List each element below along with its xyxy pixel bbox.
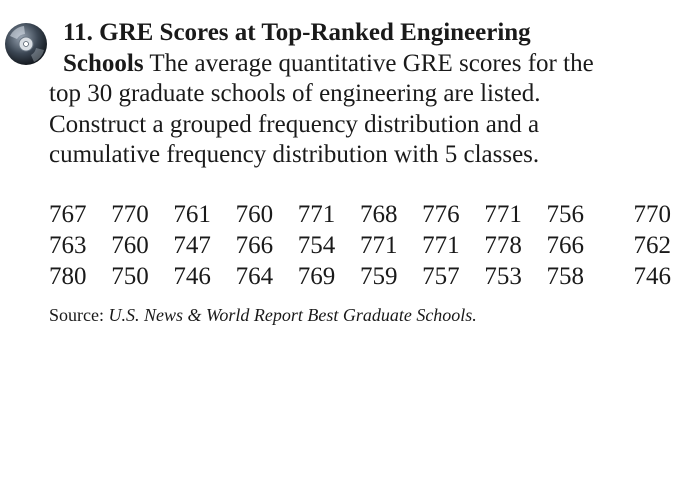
score-cell: 747 [173,232,211,259]
score-cell: 771 [422,232,460,259]
score-cell: 763 [49,232,87,259]
problem-statement [49,18,689,171]
problem-text-line2: The average quantitative GRE scores for the [149,49,594,77]
score-cell: 761 [173,201,211,228]
table-row [49,199,671,230]
score-cell: 756 [546,201,584,228]
problem-line-2 [49,49,689,80]
score-cell: 769 [297,263,336,290]
score-cell: 770 [111,201,149,228]
score-cell: 762 [633,232,671,259]
score-cell: 750 [111,263,149,290]
gre-score-table [49,199,671,292]
cd-disc-icon [4,22,48,66]
score-cell: 770 [633,201,671,228]
problem-text-line5: cumulative frequency distribution with 5 classes. [49,141,540,168]
score-cell: 746 [173,263,211,290]
problem-title-line1: GRE Scores at Top-Ranked Engineering [99,19,531,46]
problem-text-line3: top 30 graduate schools of engineering are listed. [49,80,541,107]
score-cell: 771 [484,201,522,228]
score-cell: 766 [235,232,274,259]
score-cell: 776 [422,201,460,228]
score-cell: 771 [359,232,398,259]
score-cell: 758 [546,263,584,290]
score-cell: 754 [297,232,336,259]
score-cell: 746 [633,263,671,290]
score-cell: 778 [484,232,522,259]
score-cell: 767 [49,201,87,228]
score-cell: 757 [422,263,460,290]
score-cell: 780 [49,263,87,290]
problem-number: 11. [63,19,93,46]
table-row [49,230,671,261]
problem-title-line2: Schools [63,49,144,77]
score-cell: 760 [111,232,149,259]
score-cell: 753 [484,263,522,290]
source-title: U.S. News & World Report Best Graduate Schools. [108,305,477,325]
score-cell: 764 [235,263,274,290]
source-citation [49,305,477,326]
problem-text-line4: Construct a grouped frequency distribution and a [49,110,540,138]
score-cell: 759 [359,263,398,290]
score-cell: 768 [359,201,398,228]
score-cell: 760 [235,201,274,228]
score-cell: 771 [297,201,336,228]
source-label: Source: [49,305,104,325]
score-cell: 766 [546,232,584,259]
table-row [49,261,671,292]
problem-heading-line [49,18,689,49]
